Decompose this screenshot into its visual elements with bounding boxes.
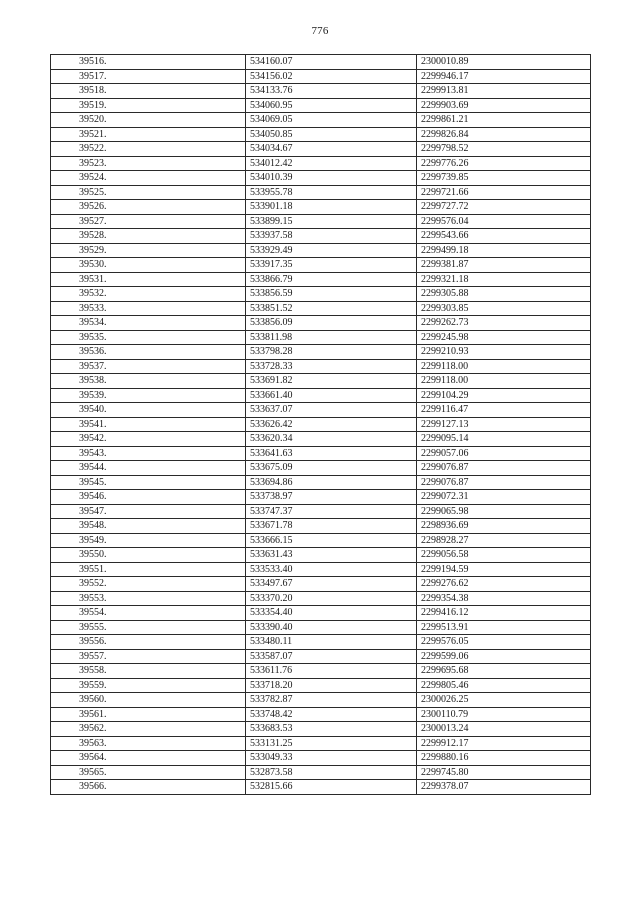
point-number-cell: 39550. (51, 548, 246, 563)
x-coordinate-cell: 534160.07 (246, 55, 417, 70)
x-coordinate-cell: 533587.07 (246, 649, 417, 664)
table-row (51, 751, 591, 766)
y-coordinate-cell: 2299805.46 (417, 678, 591, 693)
y-coordinate-cell: 2299076.87 (417, 461, 591, 476)
table-row (51, 707, 591, 722)
table-row (51, 272, 591, 287)
y-coordinate-cell: 2299321.18 (417, 272, 591, 287)
y-coordinate-cell: 2299065.98 (417, 504, 591, 519)
y-coordinate-cell: 2299776.26 (417, 156, 591, 171)
table-row (51, 519, 591, 534)
table-row (51, 562, 591, 577)
x-coordinate-cell: 532873.58 (246, 765, 417, 780)
y-coordinate-cell: 2299245.98 (417, 330, 591, 345)
y-coordinate-cell: 2299095.14 (417, 432, 591, 447)
x-coordinate-cell: 533929.49 (246, 243, 417, 258)
y-coordinate-cell: 2299104.29 (417, 388, 591, 403)
table-row (51, 780, 591, 795)
y-coordinate-cell: 2299416.12 (417, 606, 591, 621)
table-row (51, 446, 591, 461)
x-coordinate-cell: 533899.15 (246, 214, 417, 229)
y-coordinate-cell: 2299826.84 (417, 127, 591, 142)
table-row (51, 693, 591, 708)
point-number-cell: 39545. (51, 475, 246, 490)
x-coordinate-cell: 533901.18 (246, 200, 417, 215)
point-number-cell: 39534. (51, 316, 246, 331)
point-number-cell: 39548. (51, 519, 246, 534)
point-number-cell: 39551. (51, 562, 246, 577)
point-number-cell: 39559. (51, 678, 246, 693)
table-row (51, 127, 591, 142)
table-row (51, 577, 591, 592)
x-coordinate-cell: 533811.98 (246, 330, 417, 345)
point-number-cell: 39541. (51, 417, 246, 432)
y-coordinate-cell: 2299576.05 (417, 635, 591, 650)
x-coordinate-cell: 533917.35 (246, 258, 417, 273)
x-coordinate-cell: 533666.15 (246, 533, 417, 548)
y-coordinate-cell: 2299262.73 (417, 316, 591, 331)
x-coordinate-cell: 533637.07 (246, 403, 417, 418)
table-row (51, 316, 591, 331)
table-row (51, 504, 591, 519)
x-coordinate-cell: 533480.11 (246, 635, 417, 650)
point-number-cell: 39539. (51, 388, 246, 403)
y-coordinate-cell: 2299194.59 (417, 562, 591, 577)
point-number-cell: 39538. (51, 374, 246, 389)
x-coordinate-cell: 534050.85 (246, 127, 417, 142)
table-row (51, 55, 591, 70)
point-number-cell: 39535. (51, 330, 246, 345)
y-coordinate-cell: 2299354.38 (417, 591, 591, 606)
point-number-cell: 39533. (51, 301, 246, 316)
point-number-cell: 39527. (51, 214, 246, 229)
y-coordinate-cell: 2299695.68 (417, 664, 591, 679)
table-row (51, 620, 591, 635)
point-number-cell: 39524. (51, 171, 246, 186)
point-number-cell: 39516. (51, 55, 246, 70)
y-coordinate-cell: 2299599.06 (417, 649, 591, 664)
point-number-cell: 39556. (51, 635, 246, 650)
table-row (51, 301, 591, 316)
table-row (51, 374, 591, 389)
table-row (51, 475, 591, 490)
y-coordinate-cell: 2299880.16 (417, 751, 591, 766)
point-number-cell: 39530. (51, 258, 246, 273)
table-row (51, 417, 591, 432)
table-row (51, 548, 591, 563)
point-number-cell: 39562. (51, 722, 246, 737)
point-number-cell: 39546. (51, 490, 246, 505)
x-coordinate-cell: 533354.40 (246, 606, 417, 621)
table-row (51, 345, 591, 360)
table-row (51, 490, 591, 505)
table-row (51, 736, 591, 751)
y-coordinate-cell: 2299861.21 (417, 113, 591, 128)
table-row (51, 533, 591, 548)
x-coordinate-cell: 533631.43 (246, 548, 417, 563)
point-number-cell: 39536. (51, 345, 246, 360)
x-coordinate-cell: 533694.86 (246, 475, 417, 490)
table-row (51, 287, 591, 302)
point-number-cell: 39525. (51, 185, 246, 200)
y-coordinate-cell: 2299072.31 (417, 490, 591, 505)
x-coordinate-cell: 533671.78 (246, 519, 417, 534)
coordinates-table-body (51, 55, 591, 795)
x-coordinate-cell: 533049.33 (246, 751, 417, 766)
table-row (51, 765, 591, 780)
x-coordinate-cell: 533718.20 (246, 678, 417, 693)
table-row (51, 171, 591, 186)
point-number-cell: 39520. (51, 113, 246, 128)
table-row (51, 142, 591, 157)
table-row (51, 84, 591, 99)
x-coordinate-cell: 534060.95 (246, 98, 417, 113)
x-coordinate-cell: 534133.76 (246, 84, 417, 99)
y-coordinate-cell: 2299576.04 (417, 214, 591, 229)
x-coordinate-cell: 534010.39 (246, 171, 417, 186)
x-coordinate-cell: 533533.40 (246, 562, 417, 577)
x-coordinate-cell: 534034.67 (246, 142, 417, 157)
table-row (51, 678, 591, 693)
point-number-cell: 39543. (51, 446, 246, 461)
table-row (51, 606, 591, 621)
y-coordinate-cell: 2300013.24 (417, 722, 591, 737)
y-coordinate-cell: 2299727.72 (417, 200, 591, 215)
point-number-cell: 39566. (51, 780, 246, 795)
x-coordinate-cell: 533856.09 (246, 316, 417, 331)
y-coordinate-cell: 2300110.79 (417, 707, 591, 722)
y-coordinate-cell: 2299210.93 (417, 345, 591, 360)
y-coordinate-cell: 2299913.81 (417, 84, 591, 99)
point-number-cell: 39529. (51, 243, 246, 258)
x-coordinate-cell: 533691.82 (246, 374, 417, 389)
y-coordinate-cell: 2299118.00 (417, 374, 591, 389)
y-coordinate-cell: 2299127.13 (417, 417, 591, 432)
x-coordinate-cell: 534156.02 (246, 69, 417, 84)
point-number-cell: 39549. (51, 533, 246, 548)
x-coordinate-cell: 533782.87 (246, 693, 417, 708)
x-coordinate-cell: 533390.40 (246, 620, 417, 635)
x-coordinate-cell: 533626.42 (246, 417, 417, 432)
point-number-cell: 39565. (51, 765, 246, 780)
page-number: 776 (311, 25, 329, 37)
y-coordinate-cell: 2299912.17 (417, 736, 591, 751)
x-coordinate-cell: 533738.97 (246, 490, 417, 505)
point-number-cell: 39561. (51, 707, 246, 722)
y-coordinate-cell: 2299798.52 (417, 142, 591, 157)
table-row (51, 461, 591, 476)
table-row (51, 591, 591, 606)
point-number-cell: 39553. (51, 591, 246, 606)
table-row (51, 258, 591, 273)
table-row (51, 185, 591, 200)
x-coordinate-cell: 533955.78 (246, 185, 417, 200)
x-coordinate-cell: 532815.66 (246, 780, 417, 795)
y-coordinate-cell: 2299076.87 (417, 475, 591, 490)
table-row (51, 403, 591, 418)
y-coordinate-cell: 2299499.18 (417, 243, 591, 258)
point-number-cell: 39547. (51, 504, 246, 519)
point-number-cell: 39531. (51, 272, 246, 287)
x-coordinate-cell: 534069.05 (246, 113, 417, 128)
table-row (51, 432, 591, 447)
point-number-cell: 39554. (51, 606, 246, 621)
x-coordinate-cell: 533937.58 (246, 229, 417, 244)
y-coordinate-cell: 2299056.58 (417, 548, 591, 563)
table-row (51, 98, 591, 113)
coordinates-table (50, 54, 591, 795)
point-number-cell: 39522. (51, 142, 246, 157)
point-number-cell: 39544. (51, 461, 246, 476)
table-row (51, 214, 591, 229)
x-coordinate-cell: 533370.20 (246, 591, 417, 606)
point-number-cell: 39558. (51, 664, 246, 679)
y-coordinate-cell: 2300010.89 (417, 55, 591, 70)
table-row (51, 635, 591, 650)
y-coordinate-cell: 2299057.06 (417, 446, 591, 461)
point-number-cell: 39563. (51, 736, 246, 751)
y-coordinate-cell: 2299276.62 (417, 577, 591, 592)
x-coordinate-cell: 533748.42 (246, 707, 417, 722)
y-coordinate-cell: 2299513.91 (417, 620, 591, 635)
x-coordinate-cell: 533641.63 (246, 446, 417, 461)
point-number-cell: 39560. (51, 693, 246, 708)
point-number-cell: 39540. (51, 403, 246, 418)
y-coordinate-cell: 2299721.66 (417, 185, 591, 200)
x-coordinate-cell: 533866.79 (246, 272, 417, 287)
table-row (51, 330, 591, 345)
y-coordinate-cell: 2298936.69 (417, 519, 591, 534)
y-coordinate-cell: 2300026.25 (417, 693, 591, 708)
point-number-cell: 39532. (51, 287, 246, 302)
point-number-cell: 39537. (51, 359, 246, 374)
x-coordinate-cell: 533683.53 (246, 722, 417, 737)
point-number-cell: 39552. (51, 577, 246, 592)
table-row (51, 229, 591, 244)
y-coordinate-cell: 2299303.85 (417, 301, 591, 316)
x-coordinate-cell: 534012.42 (246, 156, 417, 171)
point-number-cell: 39555. (51, 620, 246, 635)
x-coordinate-cell: 533611.76 (246, 664, 417, 679)
y-coordinate-cell: 2299903.69 (417, 98, 591, 113)
x-coordinate-cell: 533798.28 (246, 345, 417, 360)
table-row (51, 388, 591, 403)
point-number-cell: 39518. (51, 84, 246, 99)
y-coordinate-cell: 2299946.17 (417, 69, 591, 84)
y-coordinate-cell: 2299305.88 (417, 287, 591, 302)
table-row (51, 243, 591, 258)
x-coordinate-cell: 533675.09 (246, 461, 417, 476)
table-row (51, 156, 591, 171)
table-row (51, 113, 591, 128)
y-coordinate-cell: 2299118.00 (417, 359, 591, 374)
y-coordinate-cell: 2299381.87 (417, 258, 591, 273)
point-number-cell: 39564. (51, 751, 246, 766)
y-coordinate-cell: 2299543.66 (417, 229, 591, 244)
point-number-cell: 39542. (51, 432, 246, 447)
table-row (51, 664, 591, 679)
x-coordinate-cell: 533497.67 (246, 577, 417, 592)
x-coordinate-cell: 533856.59 (246, 287, 417, 302)
y-coordinate-cell: 2298928.27 (417, 533, 591, 548)
x-coordinate-cell: 533620.34 (246, 432, 417, 447)
y-coordinate-cell: 2299745.80 (417, 765, 591, 780)
point-number-cell: 39557. (51, 649, 246, 664)
x-coordinate-cell: 533851.52 (246, 301, 417, 316)
point-number-cell: 39521. (51, 127, 246, 142)
point-number-cell: 39523. (51, 156, 246, 171)
x-coordinate-cell: 533747.37 (246, 504, 417, 519)
table-row (51, 722, 591, 737)
table-row (51, 359, 591, 374)
point-number-cell: 39526. (51, 200, 246, 215)
x-coordinate-cell: 533728.33 (246, 359, 417, 374)
table-row (51, 649, 591, 664)
point-number-cell: 39519. (51, 98, 246, 113)
y-coordinate-cell: 2299116.47 (417, 403, 591, 418)
point-number-cell: 39528. (51, 229, 246, 244)
table-row (51, 200, 591, 215)
y-coordinate-cell: 2299378.07 (417, 780, 591, 795)
point-number-cell: 39517. (51, 69, 246, 84)
x-coordinate-cell: 533131.25 (246, 736, 417, 751)
table-row (51, 69, 591, 84)
y-coordinate-cell: 2299739.85 (417, 171, 591, 186)
x-coordinate-cell: 533661.40 (246, 388, 417, 403)
